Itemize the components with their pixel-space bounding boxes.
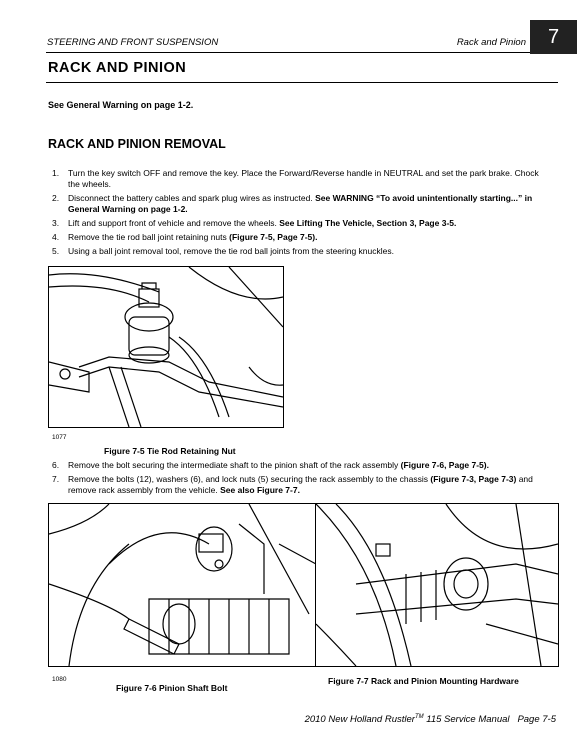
- step-text: Disconnect the battery cables and spark plug wires as instructed.: [68, 193, 316, 203]
- chapter-tab: 7: [530, 20, 577, 54]
- step-text: Remove the tie rod ball joint retaining nuts: [68, 232, 230, 242]
- step-item: [48, 460, 548, 471]
- footer-manual-title-suffix: 115 Service Manual: [423, 714, 510, 726]
- pinion-shaft-illustration: [49, 504, 316, 666]
- step-reference: (Figure 7-6, Page 7-5).: [400, 460, 489, 470]
- title-rule: [46, 82, 558, 83]
- step-item: [48, 246, 548, 257]
- step-text: and remove rack assembly from the vehicle.: [68, 474, 533, 495]
- step-reference: See WARNING “To avoid unintentionally starting...” in General Warning on page 1-2.: [68, 193, 533, 214]
- step-reference: (Figure 7-5, Page 7-5).: [229, 232, 318, 242]
- tie-rod-illustration: [49, 267, 283, 427]
- step-item: [48, 218, 548, 229]
- removal-steps-list: [48, 168, 548, 260]
- step-text: Remove the bolt securing the intermediate shaft to the pinion shaft of the rack assembly: [68, 460, 401, 470]
- trademark-symbol: TM: [414, 714, 424, 720]
- step-item: [48, 193, 548, 215]
- page-title: RACK AND PINION: [48, 60, 187, 76]
- step-reference: See also Figure 7-7.: [220, 485, 300, 495]
- running-header-section: STEERING AND FRONT SUSPENSION: [47, 37, 219, 48]
- figure-7-7-caption: Figure 7-7 Rack and Pinion Mounting Hardware: [328, 676, 519, 686]
- removal-steps-list-continued: [48, 460, 548, 499]
- header-rule: [46, 52, 558, 53]
- step-reference: (Figure 7-3, Page 7-3): [430, 474, 517, 484]
- step-number: 4.: [52, 232, 60, 242]
- step-number: 3.: [52, 218, 60, 228]
- step-item: [48, 474, 548, 496]
- step-number: 1.: [52, 168, 60, 178]
- step-text: Turn the key switch OFF and remove the key. Place the Forward/Reverse handle in NEUTRAL and set the park brake. Chock the wheels.: [68, 168, 539, 189]
- step-number: 2.: [52, 193, 60, 203]
- step-text: Using a ball joint removal tool, remove the tie rod ball joints from the steering knuckles.: [68, 246, 394, 256]
- step-number: 5.: [52, 246, 60, 256]
- step-reference: See Lifting The Vehicle, Section 3, Page 3-5.: [279, 218, 457, 228]
- figure-7-6-caption: Figure 7-6 Pinion Shaft Bolt: [116, 683, 228, 693]
- step-number: 7.: [52, 474, 60, 484]
- figure-7-5-code: 1077: [52, 434, 67, 441]
- section-heading: RACK AND PINION REMOVAL: [48, 137, 226, 151]
- step-item: [48, 232, 548, 243]
- step-number: 6.: [52, 460, 60, 470]
- figure-7-6-code: 1080: [52, 676, 67, 683]
- step-text: Remove the bolts (12), washers (6), and lock nuts (5) securing the rack assembly to the chassis: [68, 474, 431, 484]
- page-footer: [305, 714, 556, 725]
- step-item: [48, 168, 548, 190]
- step-text: Lift and support front of vehicle and remove the wheels.: [68, 218, 280, 228]
- page-number: Page 7-5: [517, 714, 556, 726]
- figure-7-5-image: [48, 266, 284, 428]
- footer-manual-title: 2010 New Holland Rustler: [304, 714, 415, 726]
- general-warning-note: See General Warning on page 1-2.: [48, 100, 194, 110]
- rack-mounting-illustration: [316, 504, 558, 666]
- figure-7-7-image: [315, 503, 559, 667]
- running-header-topic: Rack and Pinion: [456, 37, 526, 48]
- figure-7-6-image: [48, 503, 317, 667]
- figure-7-5-caption: Figure 7-5 Tie Rod Retaining Nut: [104, 446, 236, 456]
